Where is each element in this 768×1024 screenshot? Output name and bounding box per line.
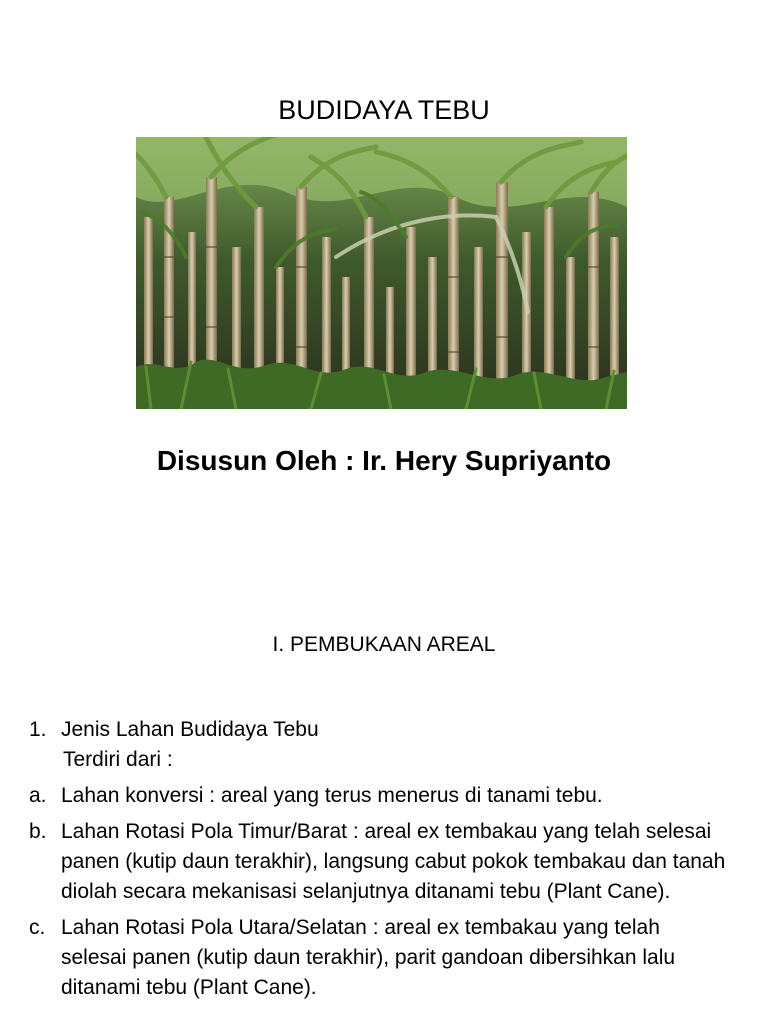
- list-subtext: Terdiri dari :: [63, 748, 173, 771]
- list-marker: 1.: [29, 718, 47, 741]
- list-marker: a.: [29, 784, 47, 807]
- list-item: [0, 715, 768, 745]
- list-item: [0, 817, 768, 907]
- author-line: Disusun Oleh : Ir. Hery Supriyanto: [156, 445, 612, 476]
- list-item-text: Lahan Rotasi Pola Utara/Selatan : areal ex tembakau yang telah selesai panen (kutip daun terakhir), parit gandoan dibersihkan lalu ditanami tebu (Plant Cane).: [61, 916, 676, 999]
- sugarcane-photo: [136, 137, 627, 409]
- list-marker: b.: [29, 820, 47, 843]
- slide-title: BUDIDAYA TEBU: [278, 95, 490, 125]
- list-item: [0, 781, 768, 811]
- section-heading: I. PEMBUKAAN AREAL: [272, 633, 496, 656]
- content-list: [0, 715, 768, 1003]
- list-item-text: Lahan Rotasi Pola Timur/Barat : areal ex tembakau yang telah selesai panen (kutip daun terakhir), langsung cabut pokok tembakau dan tanah diolah secara mekanisasi selanjutnya ditanami tebu (Plant Cane).: [61, 820, 726, 903]
- list-item-text: Jenis Lahan Budidaya Tebu: [61, 718, 319, 741]
- list-marker: c.: [29, 916, 46, 939]
- list-item: [0, 913, 768, 1003]
- list-item-text: Lahan konversi : areal yang terus menerus di tanami tebu.: [61, 784, 603, 807]
